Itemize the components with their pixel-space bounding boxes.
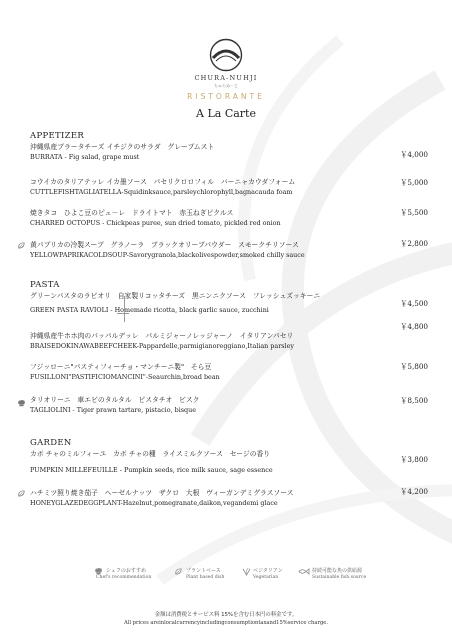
legend-label-jp: プラントベース	[186, 568, 221, 574]
item-name-en: TAGLIOLINI - Tiger prawn tartare, pistacio, bisque	[30, 406, 197, 414]
menu-item-burrata	[30, 142, 350, 162]
item-name-en: FUSILLONI"PASTIFICIOMANCINI"-Seaurchin,broad bean	[30, 373, 220, 381]
item-name-jp: コウイカのタリアテッレ イカ墨ソース パセリクロロフィル バーニャカウダフォーム	[30, 178, 296, 186]
item-name-jp: カボ チャのミルフィーユ カボ チャの種 ライスミルクソース セージの香り	[30, 450, 271, 458]
item-name-en: BURRATA - Fig salad, grape must	[30, 153, 140, 161]
item-price: ￥4,200	[400, 487, 428, 496]
item-name-jp: タリオリーニ 車エビのタルタル ピスタチオ ビスク	[30, 396, 200, 404]
section-garden: GARDEN	[30, 438, 72, 448]
divider	[117, 313, 129, 314]
legend-label-jp: シェフのおすすめ	[106, 568, 146, 574]
item-price: ￥4,000	[400, 150, 428, 159]
footer-note-en: All prices areinlocalcurrencyincludingconsumptiontaxand15%service charge.	[123, 620, 329, 626]
menu-title: A La Carte	[196, 107, 256, 120]
legend-label-en: Plant based dish	[186, 575, 225, 580]
item-price: ￥5,000	[400, 178, 428, 187]
menu-item-octopus	[30, 208, 350, 228]
legend-label-en: Sustainable fish source	[312, 575, 367, 580]
chef-hat-icon	[17, 399, 26, 407]
legend-chef-recommendation	[92, 567, 162, 580]
item-name-en: CHARRED OCTOPUS - Chickpeas puree, sun dried tomato, pickled red onion	[30, 219, 281, 227]
leaf-icon	[17, 241, 26, 250]
item-name-en: BRAISEDOKINAWABEEFCHEEK-Pappardelle,parmigianoreggiano,Italian parsley	[30, 342, 294, 350]
menu-item-paprika-soup	[30, 240, 350, 260]
vegetarian-icon	[242, 567, 251, 576]
legend-vegetarian	[240, 567, 290, 580]
logo-emblem-icon	[209, 38, 243, 72]
menu-item-tagliolini	[30, 395, 350, 415]
item-name-en: PUMPKIN MILLEFEUILLE - Pumpkin seeds, rice milk sauce, sage essence	[30, 466, 273, 474]
item-price: ￥4,800	[400, 322, 428, 331]
brand-ristorante: RISTORANTE	[187, 92, 265, 101]
legend-label-en: Chef's recommendation	[96, 575, 152, 580]
item-name-jp: 沖縄県産牛ホホ肉のパッパルデッレ パルミジャーノレッジャーノ イタリアンパセリ	[30, 332, 294, 340]
chef-hat-icon	[94, 567, 103, 575]
legend-sustainable-fish	[298, 567, 378, 580]
legend-label-jp: 持続可能な魚の供給源	[312, 568, 363, 574]
leaf-icon	[174, 567, 183, 576]
fish-icon	[298, 568, 310, 575]
menu-item-beef-cheek	[30, 331, 350, 351]
item-price: ￥2,800	[400, 239, 428, 248]
item-name-jp: 焼きタコ ひよこ豆のピュ－レ ドライトマト 赤玉ねぎピクルス	[30, 209, 234, 217]
item-name-en: YELLOWPAPRIKACOLDSOUP-Savorygranola,blackolivespowder,smoked chilly sauce	[30, 251, 305, 259]
menu-item-fusilloni	[30, 362, 350, 382]
menu-item-cuttlefish	[30, 177, 350, 197]
item-name-jp: グリーンパスタのラビオリ 自家製リコッタチーズ 黒ニンニクソース フレッシュズッキーニ	[30, 292, 321, 300]
section-appetizer: APPETIZER	[30, 131, 85, 141]
item-name-en: CUTTLEFISHTAGLIATELLA-Squidinksauce,parsleychlorophyll,bagnacauda foam	[30, 188, 293, 196]
item-name-en: GREEN PASTA RAVIOLI - Homemade ricotta, black garlic sauce, zucchini	[30, 306, 269, 314]
brand-name: CHURA-NUHJI	[194, 74, 258, 82]
item-price: ￥8,500	[400, 396, 428, 405]
legend-label-jp: ベジタリアン	[253, 568, 283, 574]
menu-item-pumpkin-millefeuille	[30, 449, 350, 475]
item-price: ￥4,500	[400, 299, 428, 308]
item-name-jp: フジッローニ"パスティフィーチョ・マンチーニ製" そら豆	[30, 363, 212, 371]
item-name-jp: 沖縄県産ブラータチーズ イチジクのサラダ グレープムスト	[30, 143, 215, 151]
brand-subtitle: ちゅらぬーじ	[214, 83, 238, 88]
item-price: ￥3,800	[400, 455, 428, 464]
item-name-jp: ハチミツ照り焼き茄子 ヘーゼルナッツ ザクロ 大根 ヴィーガンデミグラスソース	[30, 489, 294, 497]
footer-note-jp: 金額は消費税とサービス料 15%を含む日本円の料金です。	[154, 612, 298, 618]
item-price: ￥5,800	[400, 362, 428, 371]
item-name-en: HONEYGLAZEDEGGPLANT-Hazelnut,pomegranate,daikon,vegandemi glace	[30, 499, 278, 507]
menu-item-honey-glazed-eggplant	[30, 488, 350, 508]
menu-item-green-pasta-ravioli	[30, 291, 350, 315]
legend-label-en: Vegetarian	[253, 575, 279, 580]
item-name-jp: 黄パプリカの冷製スープ グラノーラ ブラックオリーブパウダー スモークチリソース	[30, 241, 299, 249]
section-pasta: PASTA	[30, 280, 60, 290]
item-price: ￥5,500	[400, 208, 428, 217]
legend-plant-based	[172, 567, 232, 580]
divider	[124, 296, 125, 322]
leaf-icon	[17, 489, 26, 498]
brand-logo	[0, 38, 452, 101]
